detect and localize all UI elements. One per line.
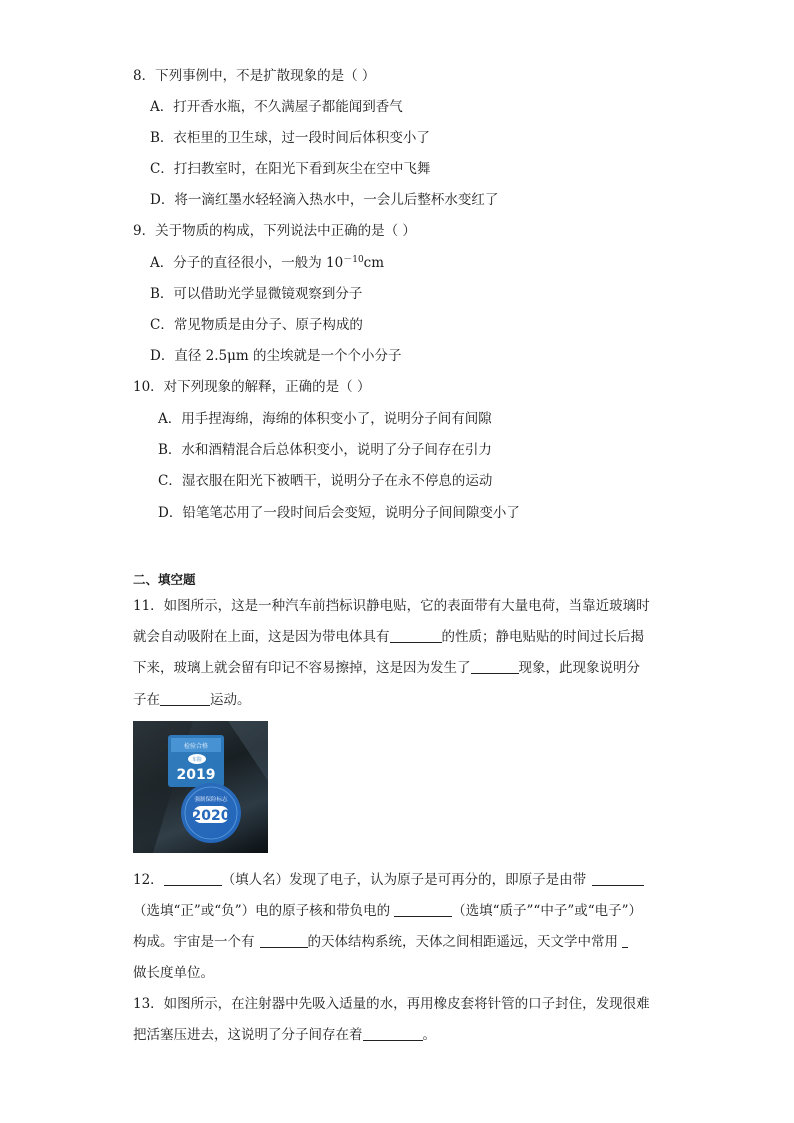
section-title: 二、填空题 bbox=[133, 572, 196, 587]
answer-blank[interactable] bbox=[471, 659, 519, 674]
q11-text: 现象，此现象说明分 bbox=[518, 660, 640, 676]
q12-line-3 bbox=[133, 932, 673, 952]
q13-line-1: 13．如图所示，在注射器中先吸入适量的水，再用橡皮套将针管的口子封住，发现很难 bbox=[133, 996, 650, 1012]
q8-option-b: B．衣柜里的卫生球，过一段时间后体积变小了 bbox=[150, 130, 430, 146]
answer-blank[interactable] bbox=[260, 933, 308, 948]
q11-text: 子在 bbox=[133, 692, 160, 708]
q12-text: 12． bbox=[133, 872, 164, 888]
answer-blank[interactable] bbox=[160, 691, 210, 706]
answer-blank[interactable] bbox=[622, 933, 628, 948]
q8-stem: 8．下列事例中，不是扩散现象的是（ ） bbox=[133, 68, 376, 84]
q13-line-2 bbox=[133, 1025, 673, 1045]
sticker-illustration bbox=[133, 721, 268, 853]
q10-option-a: A．用手捏海绵，海绵的体积变小了，说明分子间有间隙 bbox=[158, 411, 492, 427]
answer-blank[interactable] bbox=[394, 902, 452, 917]
q12-line-2 bbox=[133, 901, 673, 921]
q12-text: （选填“正”或“负”）电的原子核和带负电的 bbox=[133, 903, 391, 919]
q9-option-a-text: A．分子的直径很小，一般为 10 bbox=[150, 255, 344, 271]
q11-line-4 bbox=[133, 690, 673, 710]
q11-line-2 bbox=[133, 627, 673, 647]
q9-stem: 9．关于物质的构成，下列说法中正确的是（ ） bbox=[133, 223, 416, 239]
q12-line-4: 做长度单位。 bbox=[133, 965, 214, 981]
q9-option-a-exponent: －10 bbox=[343, 255, 364, 265]
q11-text: 下来，玻璃上就会留有印记不容易擦掉，这是因为发生了 bbox=[133, 660, 471, 676]
q9-option-c: C．常见物质是由分子、原子构成的 bbox=[150, 317, 363, 333]
q13-text: 把活塞压进去，这说明了分子间存在着 bbox=[133, 1027, 363, 1043]
q12-text: 的天体结构系统，天体之间相距遥远，天文学中常用 bbox=[307, 934, 618, 950]
q9-option-d: D．直径 2.5μm 的尘埃就是一个个小分子 bbox=[150, 348, 402, 364]
q11-text: 的性质；静电贴贴的时间过长后揭 bbox=[441, 629, 644, 645]
q9-option-a-unit: cm bbox=[363, 255, 385, 271]
q10-stem: 10．对下列现象的解释，正确的是（ ） bbox=[133, 379, 371, 395]
q8-option-d: D．将一滴红墨水轻轻滴入热水中，一会儿后整杯水变红了 bbox=[150, 192, 499, 208]
answer-blank[interactable] bbox=[363, 1026, 423, 1041]
q9-option-b: B．可以借助光学显微镜观察到分子 bbox=[150, 286, 363, 302]
q11-text: 就会自动吸附在上面，这是因为带电体具有 bbox=[133, 629, 390, 645]
q12-text: （填人名）发现了电子，认为原子是可再分的，即原子是由带 bbox=[221, 872, 587, 888]
q12-line-1 bbox=[133, 870, 673, 890]
q12-text: （选填“质子”“中子”或“电子”） bbox=[452, 903, 643, 919]
q9-option-a bbox=[150, 253, 384, 273]
q11-line-1: 11．如图所示，这是一种汽车前挡标识静电贴，它的表面带有大量电荷，当靠近玻璃时 bbox=[133, 598, 650, 614]
answer-blank[interactable] bbox=[164, 871, 222, 886]
q11-line-3 bbox=[133, 658, 673, 678]
q8-option-c: C．打扫教室时，在阳光下看到灰尘在空中飞舞 bbox=[150, 161, 431, 177]
q13-text: 。 bbox=[422, 1027, 436, 1043]
answer-blank[interactable] bbox=[592, 871, 644, 886]
q11-text: 运动。 bbox=[210, 692, 251, 708]
glass-glare bbox=[133, 721, 268, 853]
answer-blank[interactable] bbox=[390, 628, 442, 643]
q10-option-b: B．水和酒精混合后总体积变小，说明了分子间存在引力 bbox=[158, 442, 492, 458]
windshield-sticker-photo bbox=[133, 721, 268, 853]
q10-option-d: D．铅笔笔芯用了一段时间后会变短，说明分子间间隙变小了 bbox=[158, 505, 520, 521]
q12-text: 构成。宇宙是一个有 bbox=[133, 934, 255, 950]
q10-option-c: C．湿衣服在阳光下被晒干，说明分子在永不停息的运动 bbox=[158, 473, 493, 489]
q8-option-a: A．打开香水瓶，不久满屋子都能闻到香气 bbox=[150, 99, 403, 115]
